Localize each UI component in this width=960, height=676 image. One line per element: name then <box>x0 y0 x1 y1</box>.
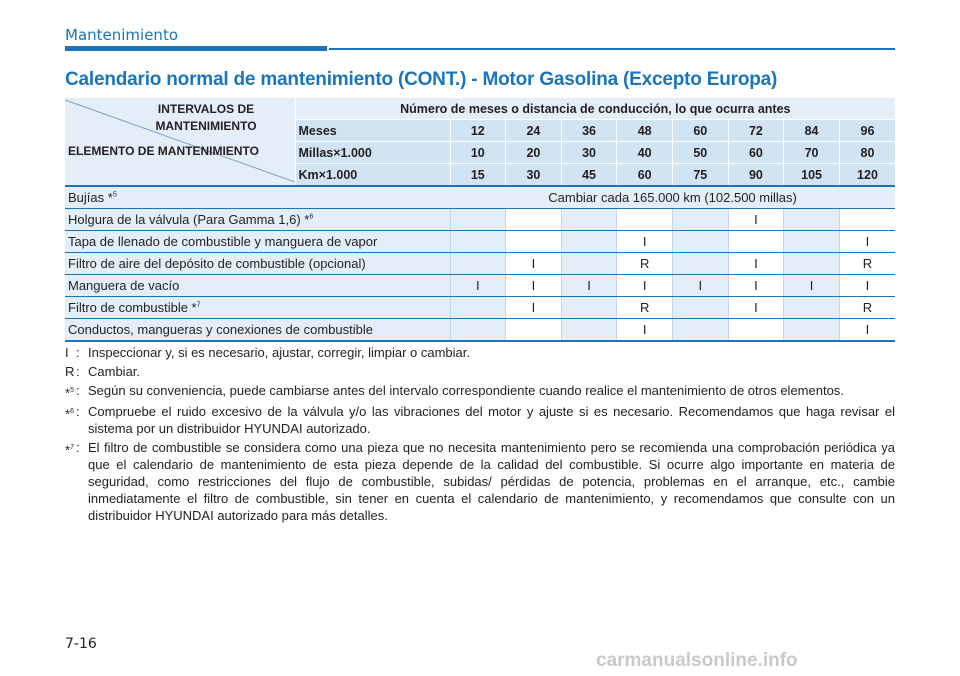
schedule-cell <box>784 209 840 231</box>
schedule-cell: R <box>839 297 895 319</box>
interval-row-label: Meses <box>295 120 450 142</box>
footnote-symbol <box>65 403 76 437</box>
footnote-symbol <box>65 382 76 401</box>
schedule-cell <box>506 319 562 342</box>
corner-bottom-label: ELEMENTO DE MANTENIMIENTO <box>68 144 259 158</box>
footnote-text: Cambiar. <box>88 364 141 379</box>
interval-value: 50 <box>673 142 729 164</box>
schedule-cell <box>450 319 506 342</box>
footnote-ref: 6 <box>309 213 314 221</box>
interval-heading: Número de meses o distancia de conducción, lo que ocurra antes <box>295 98 895 120</box>
item-name-text: Conductos, mangueras y conexiones de combustible <box>68 322 373 337</box>
footnote <box>65 403 895 437</box>
interval-value: 60 <box>728 142 784 164</box>
corner-top-label: INTERVALOS DE MANTENIMIENTO <box>155 102 257 133</box>
maintenance-item-name <box>65 275 450 297</box>
table-row <box>65 186 895 209</box>
schedule-cell <box>728 319 784 342</box>
table-row <box>65 275 895 297</box>
item-spacer <box>295 186 450 209</box>
schedule-cell: I <box>617 231 673 253</box>
schedule-cell <box>561 319 617 342</box>
schedule-cell: I <box>506 253 562 275</box>
interval-value: 48 <box>617 120 673 142</box>
interval-value: 10 <box>450 142 506 164</box>
schedule-cell: I <box>728 297 784 319</box>
schedule-cell <box>784 319 840 342</box>
page-title: Calendario normal de mantenimiento (CONT.) - Motor Gasolina (Excepto Europa) <box>65 69 778 90</box>
footnote-colon: : <box>76 404 80 420</box>
item-name-text: Filtro de aire del depósito de combustible (opcional) <box>68 256 366 271</box>
interval-row-label: Millas×1.000 <box>295 142 450 164</box>
schedule-cell: I <box>839 319 895 342</box>
schedule-cell <box>561 231 617 253</box>
footnote-colon: : <box>76 364 80 379</box>
interval-value: 80 <box>839 142 895 164</box>
schedule-cell: I <box>839 231 895 253</box>
interval-value: 105 <box>784 164 840 187</box>
watermark: carmanualsonline.info <box>596 650 798 671</box>
item-name-text: Filtro de combustible * <box>68 300 197 315</box>
schedule-cell <box>617 209 673 231</box>
schedule-cell: I <box>450 275 506 297</box>
footnote-symbol <box>65 363 76 380</box>
footnote-number: 5 <box>70 387 74 394</box>
schedule-cell: I <box>728 275 784 297</box>
schedule-cell <box>673 231 729 253</box>
schedule-cell <box>506 209 562 231</box>
footnote-text: El filtro de combustible se considera como una pieza que no necesita mantenimiento pero se recomienda una comprobación periódica ya que el calendario de mantenimiento de esta pieza depende de la calidad del combustible. Si ocurre algo importante en materia de seguridad, como restricciones del flujo de combustible, subidas/ pérdidas de potencia, problemas en el arranque, etc., cambie inmediatamente el filtro de combustible, sin tener en cuenta el calendario de mantenimiento, y recomendamos que consulte con un distribuidor HYUNDAI autorizado para más detalles. <box>88 440 895 524</box>
header-rule-thin <box>329 48 895 50</box>
interval-value: 12 <box>450 120 506 142</box>
interval-value: 30 <box>506 164 562 187</box>
schedule-cell: I <box>839 275 895 297</box>
item-name-text: Tapa de llenado de combustible y manguera de vapor <box>68 234 378 249</box>
footnote-text: Según su conveniencia, puede cambiarse antes del intervalo correspondiente cuando realice el mantenimiento de otros elementos. <box>88 383 844 398</box>
maintenance-item-name <box>65 209 450 231</box>
schedule-cell: I <box>784 275 840 297</box>
table-row <box>65 209 895 231</box>
maintenance-item-name <box>65 231 450 253</box>
table-corner-header <box>65 98 295 186</box>
table-row <box>65 297 895 319</box>
footnote-symbol <box>65 439 76 524</box>
interval-row-label: Km×1.000 <box>295 164 450 187</box>
schedule-cell <box>561 209 617 231</box>
schedule-cell: I <box>561 275 617 297</box>
header-rule-thick <box>65 46 327 51</box>
schedule-cell <box>673 209 729 231</box>
table-row <box>65 319 895 342</box>
footnote-colon: : <box>76 345 80 360</box>
schedule-cell: I <box>617 275 673 297</box>
footnote-ref: 5 <box>112 191 117 199</box>
interval-value: 30 <box>561 142 617 164</box>
footnote-symbol <box>65 344 76 361</box>
footnote-number: 6 <box>70 408 74 416</box>
interval-span-text: Cambiar cada 165.000 km (102.500 millas) <box>450 186 895 209</box>
schedule-cell: I <box>728 209 784 231</box>
schedule-cell <box>673 297 729 319</box>
footnote-symbol-text: R <box>65 364 75 379</box>
page-number: 7-16 <box>65 636 97 652</box>
schedule-cell <box>784 253 840 275</box>
interval-value: 70 <box>784 142 840 164</box>
footnote-symbol-text: * <box>65 406 71 422</box>
footnote-colon: : <box>76 440 80 456</box>
footnotes <box>65 344 895 526</box>
schedule-cell: R <box>617 297 673 319</box>
footnote-symbol-text: * <box>65 442 71 458</box>
interval-value: 120 <box>839 164 895 187</box>
interval-value: 60 <box>673 120 729 142</box>
interval-value: 60 <box>617 164 673 187</box>
interval-value: 36 <box>561 120 617 142</box>
maintenance-item-name <box>65 253 450 275</box>
interval-value: 15 <box>450 164 506 187</box>
footnote <box>65 382 895 401</box>
item-name-text: Holgura de la válvula (Para Gamma 1,6) * <box>68 212 310 227</box>
schedule-cell <box>839 209 895 231</box>
schedule-cell <box>784 297 840 319</box>
footnote-symbol-text: * <box>65 385 71 401</box>
footnote-text: Compruebe el ruido excesivo de la válvula y/o las vibraciones del motor y ajuste si es necesario. Recomendamos que haga revisar el sistema por un distribuidor HYUNDAI autorizado. <box>88 404 895 437</box>
footnote-ref: 7 <box>196 301 201 309</box>
schedule-cell <box>506 231 562 253</box>
schedule-cell <box>450 253 506 275</box>
footnote-number: 7 <box>70 444 74 452</box>
schedule-cell <box>673 253 729 275</box>
interval-value: 40 <box>617 142 673 164</box>
footnote <box>65 344 895 361</box>
schedule-cell: R <box>839 253 895 275</box>
schedule-cell <box>450 231 506 253</box>
schedule-cell <box>450 209 506 231</box>
maintenance-item-name <box>65 186 295 209</box>
schedule-cell <box>784 231 840 253</box>
schedule-cell: R <box>617 253 673 275</box>
footnote-symbol-text: I <box>65 345 69 360</box>
schedule-cell: I <box>506 297 562 319</box>
table-row <box>65 231 895 253</box>
interval-value: 90 <box>728 164 784 187</box>
item-name-text: Manguera de vacío <box>68 278 180 293</box>
footnote-text: Inspeccionar y, si es necesario, ajustar, corregir, limpiar o cambiar. <box>88 345 470 360</box>
interval-value: 75 <box>673 164 729 187</box>
schedule-cell: I <box>673 275 729 297</box>
footnote-colon: : <box>76 383 80 398</box>
interval-value: 84 <box>784 120 840 142</box>
maintenance-schedule-table <box>65 98 895 342</box>
interval-value: 24 <box>506 120 562 142</box>
section-label: Mantenimiento <box>65 26 178 44</box>
interval-value: 45 <box>561 164 617 187</box>
schedule-cell <box>450 297 506 319</box>
schedule-cell: I <box>617 319 673 342</box>
schedule-cell <box>728 231 784 253</box>
item-name-text: Bujías * <box>68 190 113 205</box>
interval-value: 20 <box>506 142 562 164</box>
schedule-cell: I <box>506 275 562 297</box>
footnote <box>65 439 895 524</box>
table-row <box>65 253 895 275</box>
schedule-cell: I <box>728 253 784 275</box>
maintenance-item-name <box>65 319 450 342</box>
schedule-cell <box>673 319 729 342</box>
interval-value: 72 <box>728 120 784 142</box>
interval-value: 96 <box>839 120 895 142</box>
maintenance-item-name <box>65 297 450 319</box>
schedule-cell <box>561 253 617 275</box>
footnote <box>65 363 895 380</box>
schedule-cell <box>561 297 617 319</box>
